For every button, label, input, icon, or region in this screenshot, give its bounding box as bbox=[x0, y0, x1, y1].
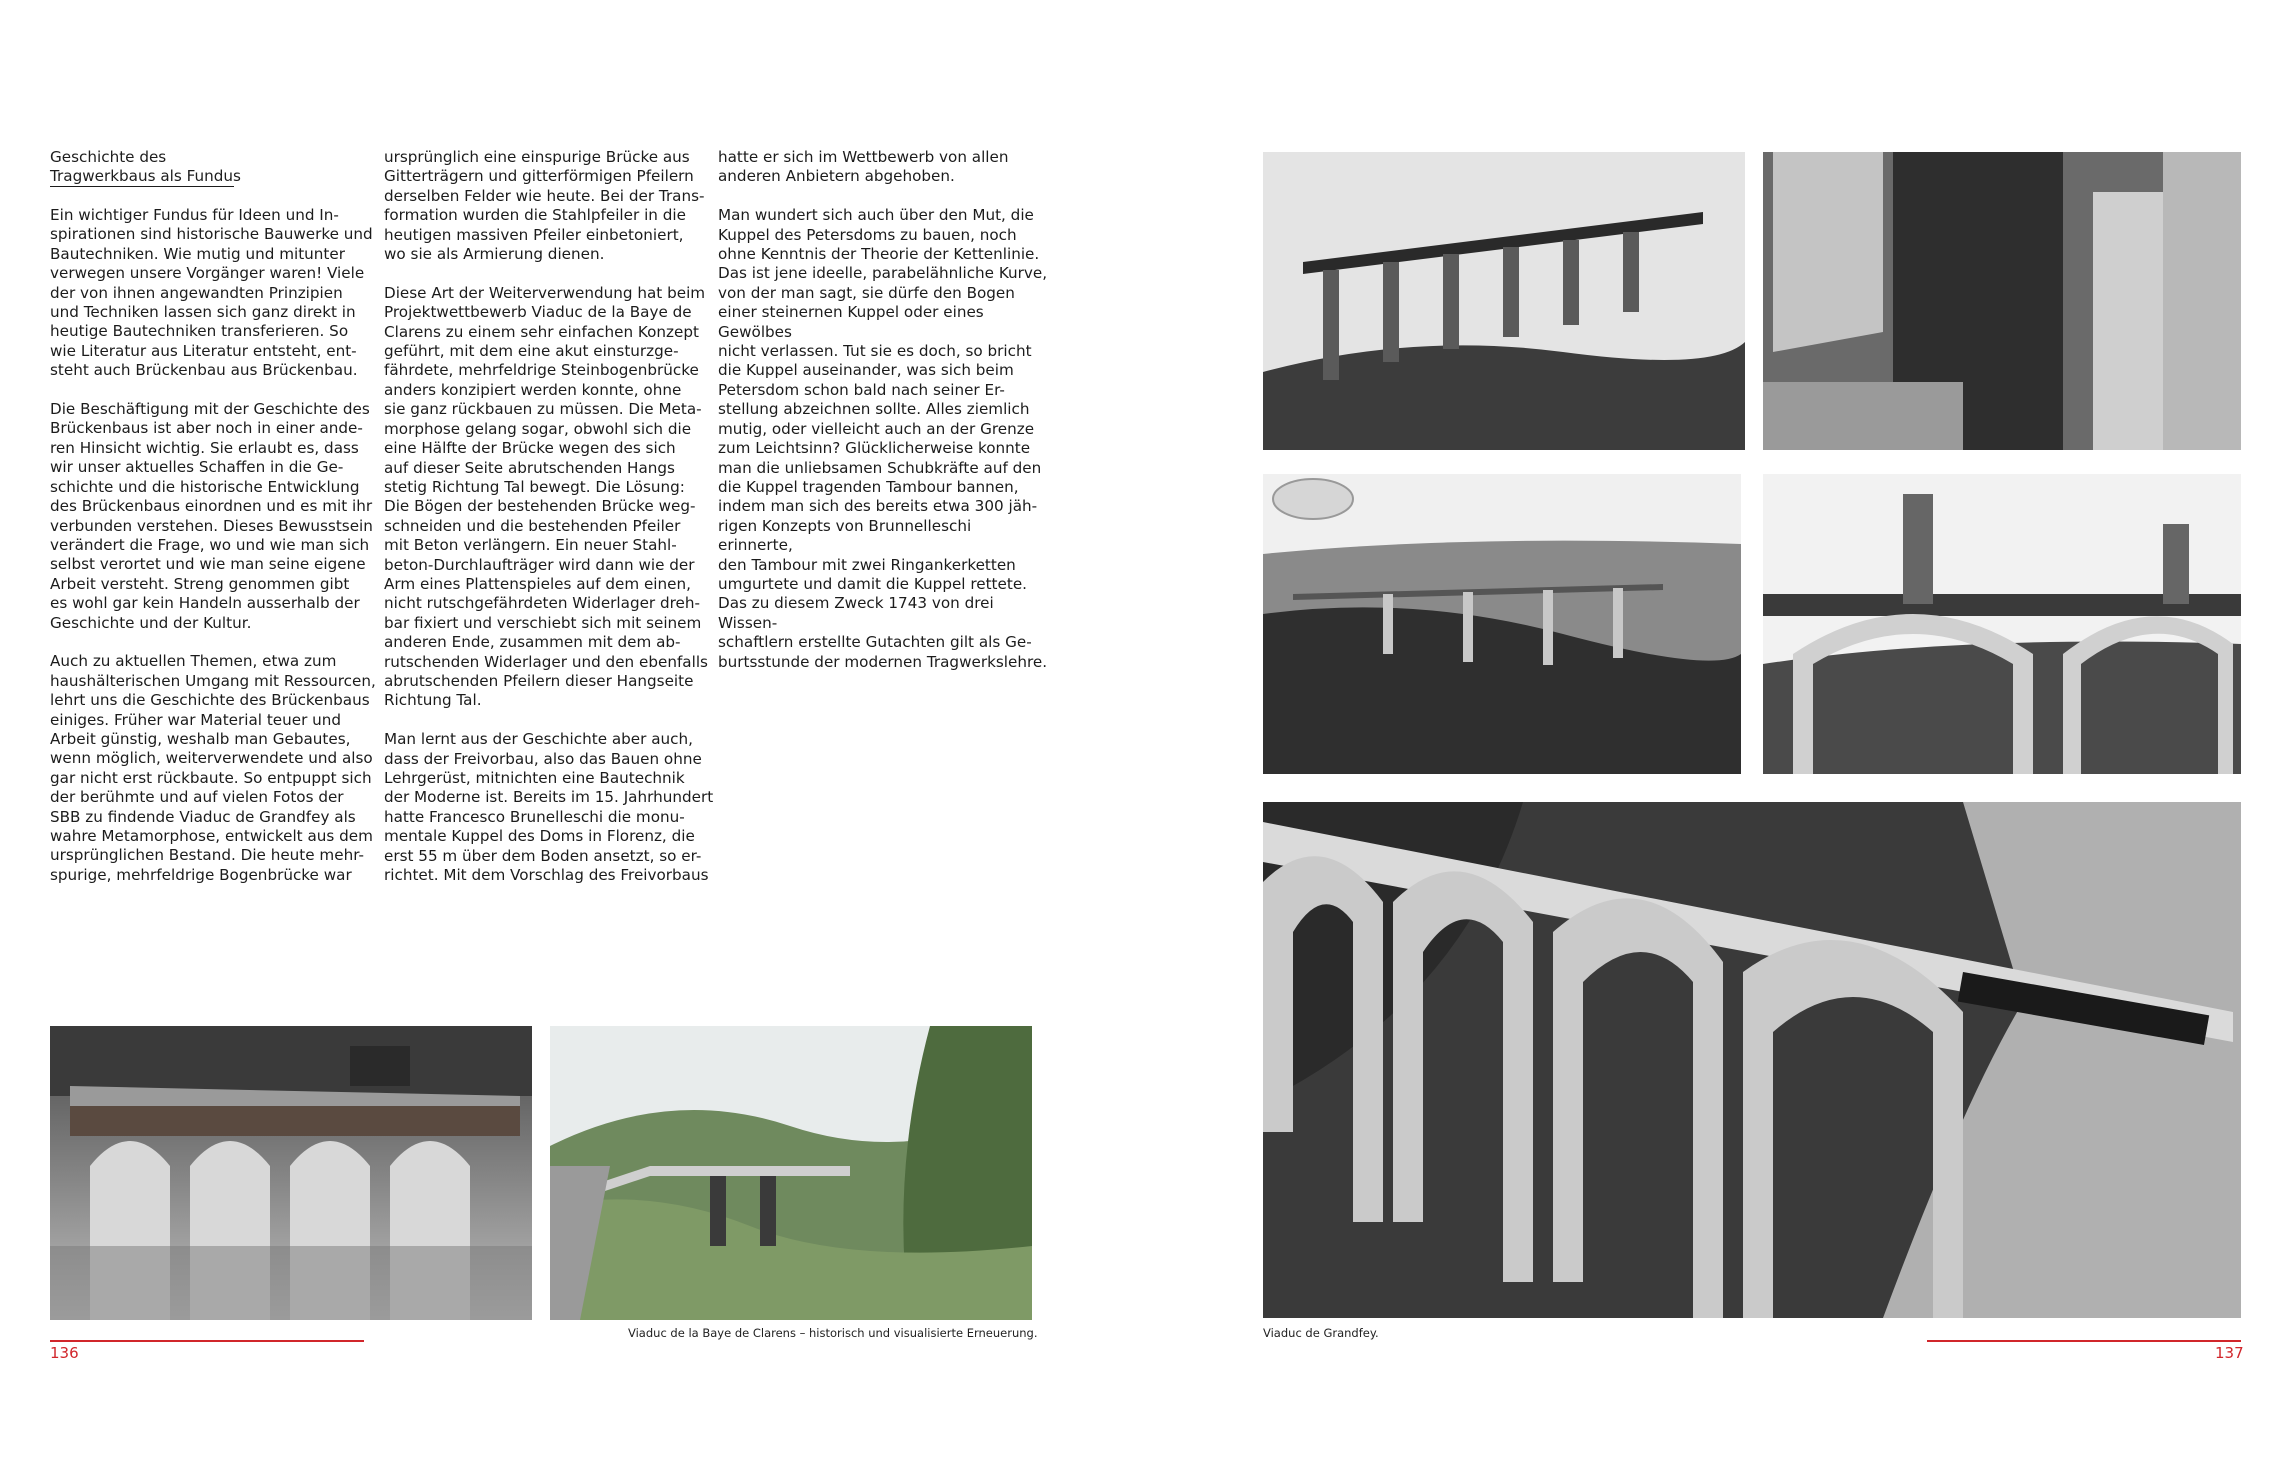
page-number-left: 136 bbox=[50, 1344, 79, 1362]
page-number-right: 137 bbox=[2215, 1344, 2244, 1362]
photo-grandfey-distant-view bbox=[1263, 474, 1741, 774]
caption-clarens: Viaduc de la Baye de Clarens – historisch und visualisierte Erneuerung. bbox=[628, 1326, 1038, 1340]
photo-clarens-historic bbox=[50, 1026, 532, 1320]
text-column-2: ursprünglich eine einspurige Brücke aus Gitterträgern und gitterförmigen Pfeilern derselben Felder wie heute. Bei der Trans- formation wurden die Stahlpfeiler in die heutigen massiven Pfeiler einbetoniert, wo sie als Armierung dienen. Diese Art der Weiterverwendung hat beim Projektwettbewerb Viaduc de la Baye de Clarens zu einem sehr einfachen Konzept geführt, mit dem eine akut einsturzge- fährdete, mehrfeldrige Steinbogenbrücke anders konzipiert werden konnte, ohne sie ganz rückbauen zu müssen. Die Meta- morphose gelang sogar, obwohl sich die eine Hälfte der Brücke wegen des sich auf dieser Seite abrutschenden Hangs stetig Richtung Tal bewegt. Die Lösung: Die Bögen der bestehenden Brücke weg- schneiden und die bestehenden Pfeiler mit Beton verlängern. Ein neuer Stahl- beton-Durchlaufträger wird dann wie der Arm eines Plattenspieles auf dem einen, nicht rutschgefährdeten Widerlager dreh- bar fixiert und verschiebt sich mit seinem anderen Ende, zusammen mit dem ab- rutschenden Widerlager und den ebenfalls abrutschenden Pfeilern dieser Hangseite Richtung Tal. Man lernt aus der Geschichte aber auch, dass der Freivorbau, also das Bauen ohne Lehrgerüst, mitnichten eine Bautechnik der Moderne ist. Bereits im 15. Jahrhundert hatte Francesco Brunelleschi die monu- mentale Kuppel des Doms in Florenz, die erst 55 m über dem Boden ansetzt, so er- richtet. Mit dem Vorschlag des Freivorbaus bbox=[384, 148, 714, 885]
photo-grandfey-steel-viaduct bbox=[1263, 152, 1745, 450]
photo-clarens-visualisation bbox=[550, 1026, 1032, 1320]
caption-grandfey: Viaduc de Grandfey. bbox=[1263, 1326, 1379, 1340]
photo-grandfey-train-aerial bbox=[1263, 802, 2241, 1318]
section-heading: Geschichte des Tragwerkbaus als Fundus bbox=[50, 148, 241, 186]
text-column-1: Ein wichtiger Fundus für Ideen und In- spirationen sind historische Bauwerke und Bautechniken. Wie mutig und mitunter verwegen unsere Vorgänger waren! Viele der von ihnen angewandten Prinzipien und Techniken lassen sich ganz direkt in heutige Bautechniken transferieren. So wie Literatur aus Literatur entsteht, ent- steht auch Brückenbau aus Brückenbau. Die Beschäftigung mit der Geschichte des Brückenbaus ist aber noch in einer ande- ren Hinsicht wichtig. Sie erlaubt es, dass wir unser aktuelles Schaffen in die Ge- schichte und die historische Entwicklung des Brückenbaus einordnen und es mit ihr verbunden verstehen. Dieses Bewusstsein verändert die Frage, wo und wie man sich selbst verortet und wie man seine eigene Arbeit versteht. Streng genommen gibt es wohl gar kein Handeln ausserhalb der Geschichte und der Kultur. Auch zu aktuellen Themen, etwa zum haushälterischen Umgang mit Ressourcen, lehrt uns die Geschichte des Brückenbaus einiges. Früher war Material teuer und Arbeit günstig, weshalb man Gebautes, wenn möglich, weiterverwendete und also gar nicht erst rückbaute. So entpuppt sich der berühmte und auf vielen Fotos der SBB zu findende Viaduc de Grandfey als wahre Metamorphose, entwickelt aus dem ursprünglichen Bestand. Die heute mehr- spurige, mehrfeldrige Bogenbrücke war bbox=[50, 206, 376, 884]
photo-grandfey-construction-piers bbox=[1763, 152, 2241, 450]
text-column-3: hatte er sich im Wettbewerb von allen anderen Anbietern abgehoben. Man wundert sich auch über den Mut, die Kuppel des Petersdoms zu bauen, noch ohne Kenntnis der Theorie der Kettenlinie. Das ist jene ideelle, parabelähnliche Kurve, von der man sagt, sie dürfe den Bogen einer steinernen Kuppel oder eines Gewölbes nicht verlassen. Tut sie es doch, so bricht die Kuppel auseinander, was sich beim Petersdom schon bald nach seiner Er- stellung abzeichnen sollte. Alles ziemlich mutig, oder vielleicht auch an der Grenze zum Leichtsinn? Glücklicherweise konnte man die unliebsamen Schubkräfte auf den die Kuppel tragenden Tambour bannen, indem man sich des bereits etwa 300 jäh- rigen Konzepts von Brunnelleschi erinnerte, den Tambour mit zwei Ringankerketten umgurtete und damit die Kuppel rettete. Das zu diesem Zweck 1743 von drei Wissen- schaftlern erstellte Gutachten gilt als Ge- burtsstunde der modernen Tragwerkslehre. bbox=[718, 148, 1048, 671]
folio-rule-left bbox=[50, 1340, 364, 1342]
photo-grandfey-arch-construction bbox=[1763, 474, 2241, 774]
folio-rule-right bbox=[1927, 1340, 2241, 1342]
heading-underline bbox=[50, 186, 234, 187]
